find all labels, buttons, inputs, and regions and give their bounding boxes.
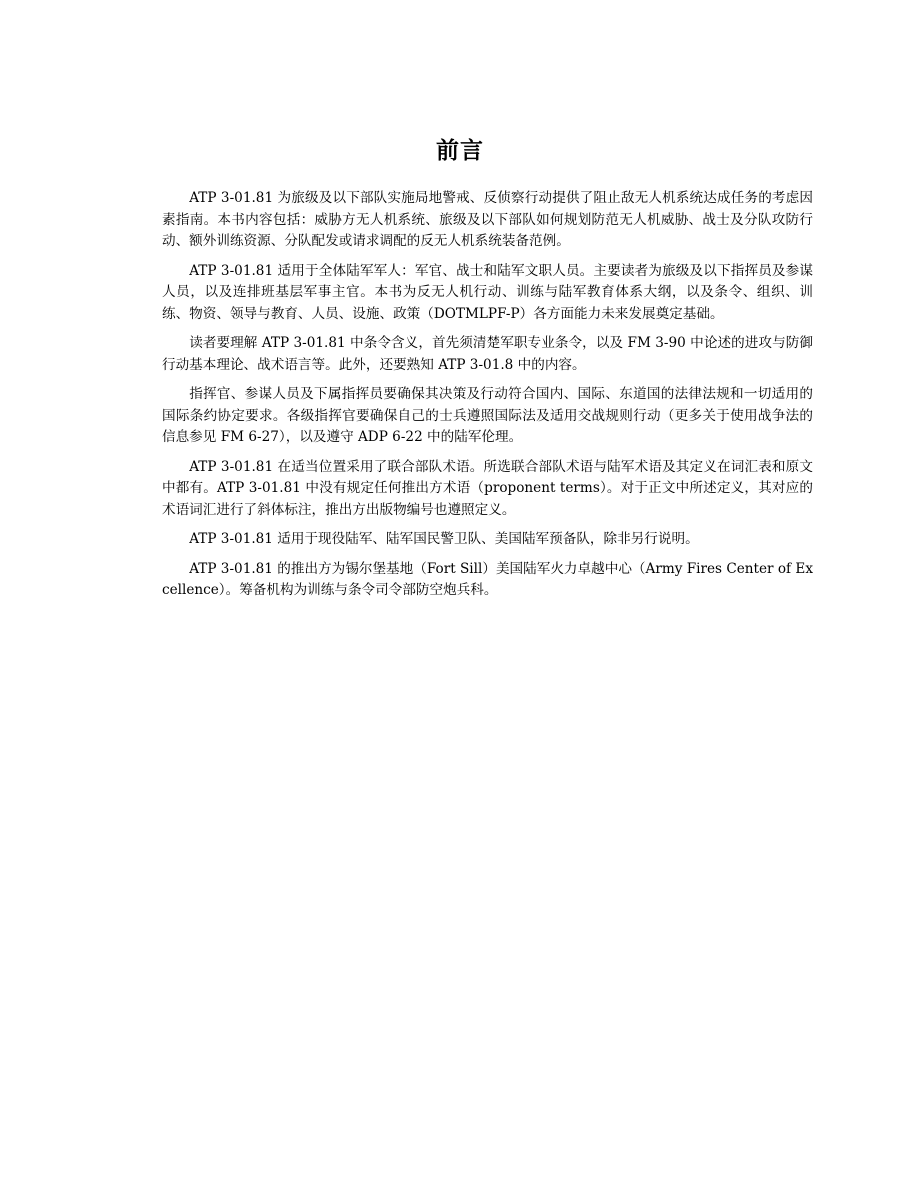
paragraph-2: ATP 3-01.81 适用于全体陆军军人：军官、战士和陆军文职人员。主要读者为旅级及以下指挥员及参谋人员，以及连排班基层军事主官。本书为反无人机行动、训练与陆军教育体系大纲，以及条令、组织、训练、物资、领导与教育、人员、设施、政策（DOTMLPF-P）各方面能力未来发展奠定基础。 xyxy=(162,262,813,322)
paragraph-6: ATP 3-01.81 适用于现役陆军、陆军国民警卫队、美国陆军预备队，除非另行说明。 xyxy=(189,531,699,547)
page-title: 前言 xyxy=(436,138,484,164)
paragraph-7: ATP 3-01.81 的推出方为锡尔堡基地（Fort Sill）美国陆军火力卓越中心（Army Fires Center of Excellence）。筹备机构为训练与条令司令部防空炮兵科。 xyxy=(162,560,813,598)
paragraph-3: 读者要理解 ATP 3-01.81 中条令含义，首先须清楚军职专业条令，以及 FM 3-90 中论述的进攻与防御行动基本理论、战术语言等。此外，还要熟知 ATP 3-01.8 中的内容。 xyxy=(162,335,813,373)
preface-body xyxy=(162,188,813,610)
paragraph-1: ATP 3-01.81 为旅级及以下部队实施局地警戒、反侦察行动提供了阻止敌无人机系统达成任务的考虑因素指南。本书内容包括：威胁方无人机系统、旅级及以下部队如何规划防范无人机威胁、战士及分队攻防行动、额外训练资源、分队配发或请求调配的反无人机系统装备范例。 xyxy=(162,190,813,249)
paragraph-4: 指挥官、参谋人员及下属指挥员要确保其决策及行动符合国内、国际、东道国的法律法规和一切适用的国际条约协定要求。各级指挥官要确保自己的士兵遵照国际法及适用交战规则行动（更多关于使用战争法的信息参见 FM 6-27），以及遵守 ADP 6-22 中的陆军伦理。 xyxy=(162,386,813,445)
paragraph-5: ATP 3-01.81 在适当位置采用了联合部队术语。所选联合部队术语与陆军术语及其定义在词汇表和原文中都有。ATP 3-01.81 中没有规定任何推出方术语（proponent terms）。对于正文中所述定义，其对应的术语词汇进行了斜体标注，推出方出版物编号也遵照定义。 xyxy=(162,458,813,518)
